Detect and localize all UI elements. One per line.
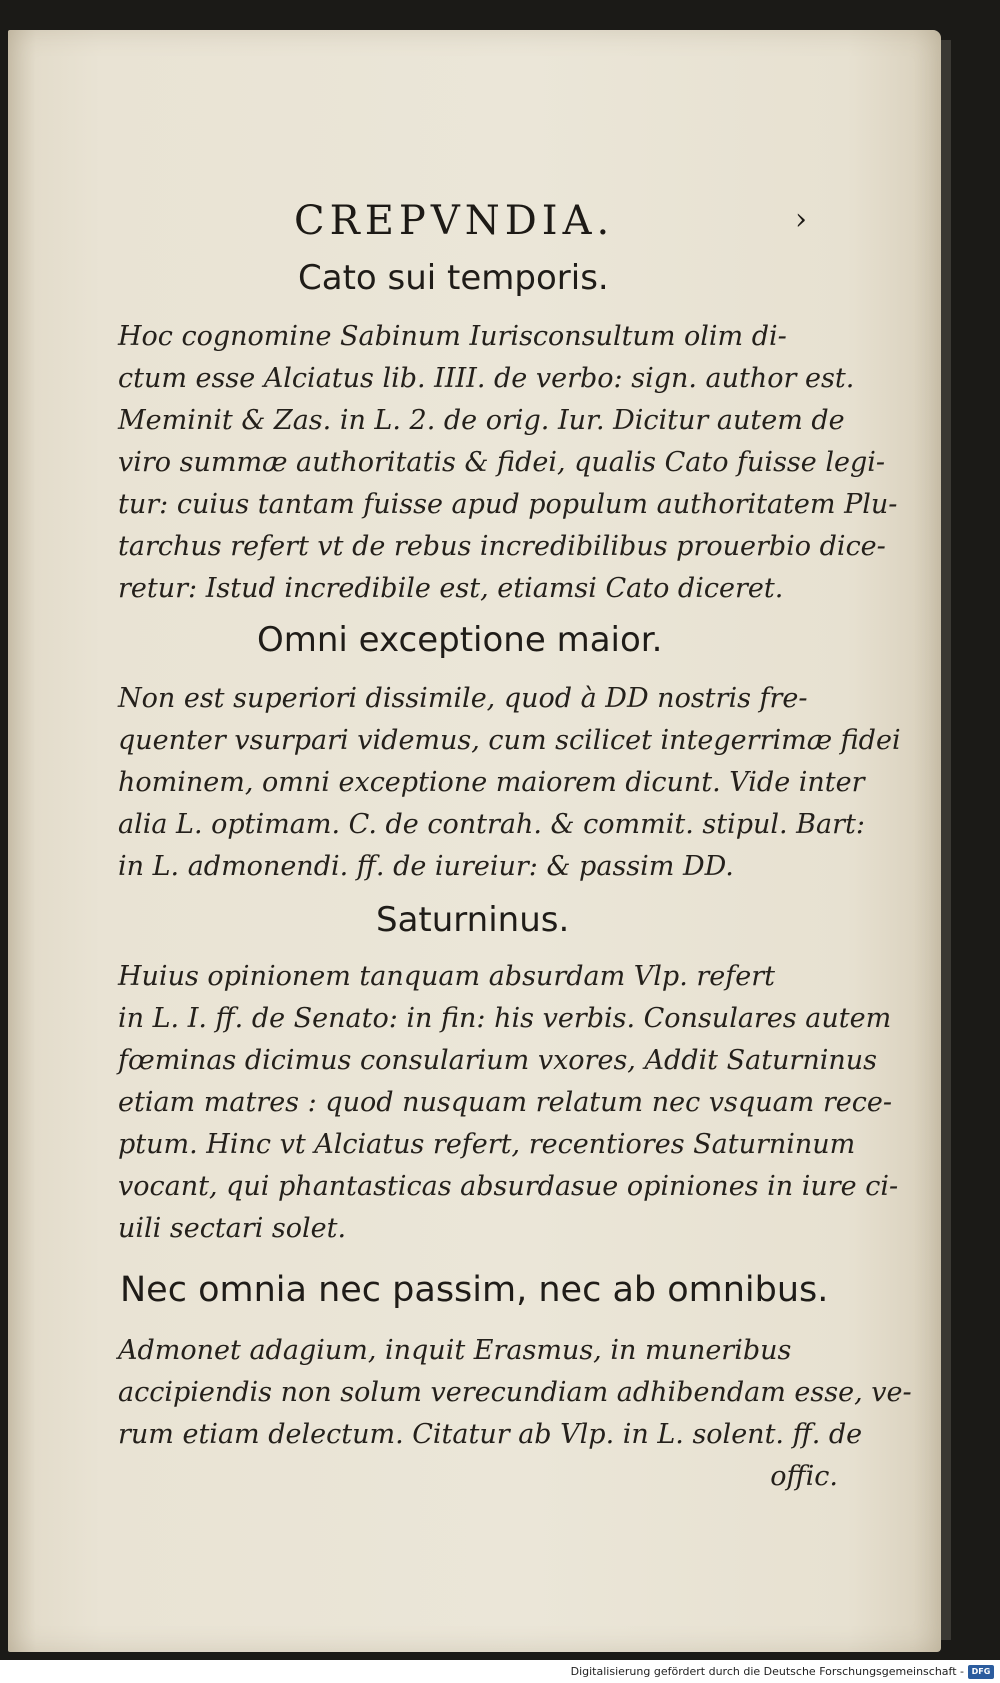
text-line: Admonet adagium, inquit Erasmus, in muneribus xyxy=(118,1335,792,1366)
section-text-omni-exceptione xyxy=(118,678,901,888)
section-heading-omni-exceptione: Omni exceptione maior. xyxy=(257,620,663,660)
section-text-saturninus xyxy=(118,956,899,1250)
text-line: in L. admonendi. ff. de iureiur: & passim DD. xyxy=(118,851,734,882)
text-line: quenter vsurpari videmus, cum scilicet integerrimæ fidei xyxy=(118,725,901,756)
text-line: offic. xyxy=(770,1461,838,1492)
running-head: CREPVNDIA. xyxy=(294,198,615,244)
folio-mark: › xyxy=(795,202,807,237)
text-line: retur: Istud incredibile est, etiamsi Cato diceret. xyxy=(118,573,784,604)
text-line: tarchus refert vt de rebus incredibilibus prouerbio dice- xyxy=(118,531,886,562)
digitization-footer xyxy=(0,1662,1000,1683)
text-line: Non est superiori dissimile, quod à DD nostris fre- xyxy=(118,683,808,714)
text-line: uili sectari solet. xyxy=(118,1213,347,1244)
footer-credit: Digitalisierung gefördert durch die Deutsche Forschungsgemeinschaft - xyxy=(570,1665,964,1678)
section-heading-cato: Cato sui temporis. xyxy=(298,258,609,298)
text-line: hominem, omni exceptione maiorem dicunt. Vide inter xyxy=(118,767,865,798)
section-heading-nec-omnia: Nec omnia nec passim, nec ab omnibus. xyxy=(120,1270,829,1310)
text-line: fœminas dicimus consularium vxores, Addit Saturninus xyxy=(118,1045,877,1076)
section-text-nec-omnia xyxy=(118,1330,912,1498)
text-line: etiam matres : quod nusquam relatum nec vsquam rece- xyxy=(118,1087,892,1118)
text-line: in L. I. ff. de Senato: in fin: his verbis. Consulares autem xyxy=(118,1003,892,1034)
text-line: Meminit & Zas. in L. 2. de orig. Iur. Dicitur autem de xyxy=(118,405,845,436)
text-line: ptum. Hinc vt Alciatus refert, recentiores Saturninum xyxy=(118,1129,856,1160)
section-text-cato xyxy=(118,316,898,610)
text-line: vocant, qui phantasticas absurdasue opiniones in iure ci- xyxy=(118,1171,899,1202)
text-line: Hoc cognomine Sabinum Iurisconsultum olim di- xyxy=(118,321,787,352)
page-edge-shadow xyxy=(941,40,951,1640)
text-line: ctum esse Alciatus lib. IIII. de verbo: sign. author est. xyxy=(118,363,855,394)
text-line: accipiendis non solum verecundiam adhibendam esse, ve- xyxy=(118,1377,912,1408)
text-line: alia L. optimam. C. de contrah. & commit. stipul. Bart: xyxy=(118,809,865,840)
book-page xyxy=(8,30,941,1652)
text-line: rum etiam delectum. Citatur ab Vlp. in L. solent. ff. de xyxy=(118,1419,863,1450)
section-heading-saturninus: Saturninus. xyxy=(376,900,570,940)
text-line: Huius opinionem tanquam absurdam Vlp. refert xyxy=(118,961,775,992)
text-line: tur: cuius tantam fuisse apud populum authoritatem Plu- xyxy=(118,489,898,520)
text-line: viro summæ authoritatis & fidei, qualis Cato fuisse legi- xyxy=(118,447,885,478)
dfg-logo: DFG xyxy=(968,1665,994,1679)
